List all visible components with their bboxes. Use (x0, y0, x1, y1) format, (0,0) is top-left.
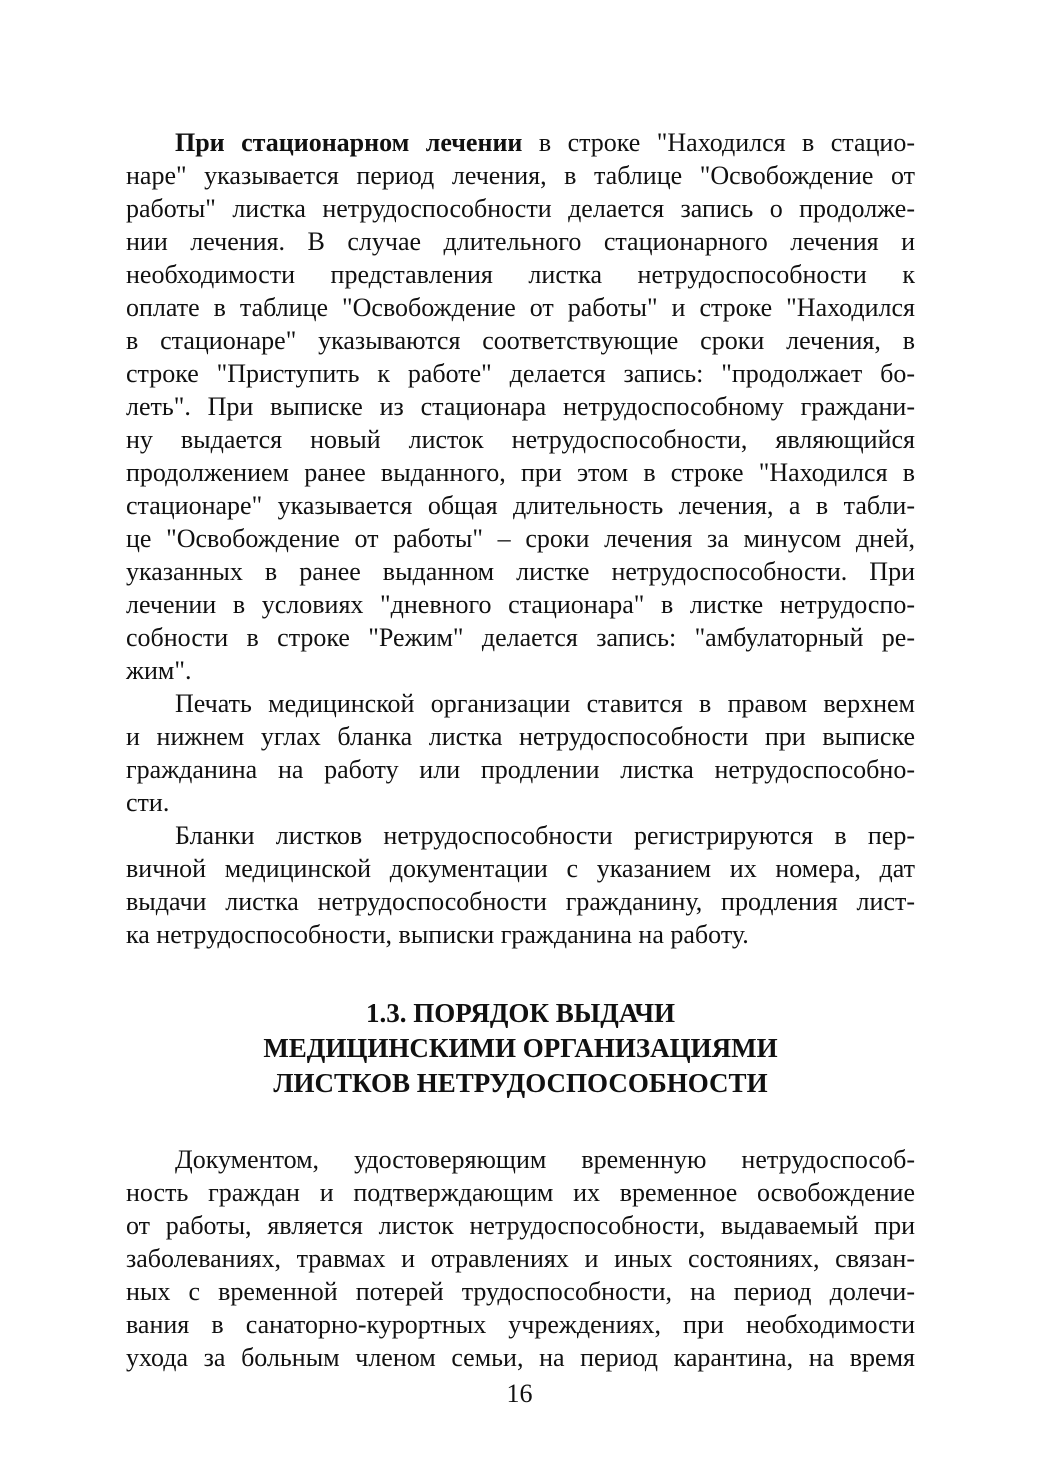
page-number: 16 (506, 1379, 533, 1408)
paragraph-1-line: работы" листка нетрудоспособности делается запись о продолже- (126, 194, 915, 223)
paragraph-4-line: от работы, является листок нетрудоспособности, выдаваемый при (126, 1211, 915, 1240)
section-heading-line: ЛИСТКОВ НЕТРУДОСПОСОБНОСТИ (273, 1068, 768, 1098)
paragraph-1-line: необходимости представления листка нетрудоспособности к (126, 260, 915, 289)
paragraph-4-line: ных с временной потерей трудоспособности, на период долечи- (126, 1277, 915, 1306)
paragraph-2-line: сти. (126, 788, 170, 817)
section-heading-line: 1.3. ПОРЯДОК ВЫДАЧИ (365, 998, 676, 1028)
paragraph-3-line: ка нетрудоспособности, выписки гражданина на работу. (126, 920, 749, 949)
paragraph-1-line: собности в строке "Режим" делается запись: "амбулаторный ре- (126, 623, 915, 652)
paragraph-1-line-1: При стационарном лечении в строке "Находился в стацио- (175, 128, 916, 157)
paragraph-1-line: продолжением ранее выданного, при этом в строке "Находился в (126, 458, 915, 487)
paragraph-1-line: стационаре" указывается общая длительность лечения, а в табли- (126, 491, 915, 520)
section-heading-line: МЕДИЦИНСКИМИ ОРГАНИЗАЦИЯМИ (263, 1033, 778, 1063)
paragraph-1-line: указанных в ранее выданном листке нетрудоспособности. При (126, 557, 915, 586)
paragraph-3-line: вичной медицинской документации с указанием их номера, дат (126, 854, 915, 883)
paragraph-1-line: лечении в условиях "дневного стационара" в листке нетрудоспо- (126, 590, 915, 619)
paragraph-4-line: Документом, удостоверяющим временную нетрудоспособ- (175, 1145, 915, 1174)
paragraph-1-line: ну выдается новый листок нетрудоспособности, являющийся (126, 425, 915, 454)
paragraph-1-line: наре" указывается период лечения, в таблице "Освобождение от (126, 161, 915, 190)
bold-lead-text: При стационарном лечении (175, 128, 523, 157)
paragraph-3-line: Бланки листков нетрудоспособности регистрируются в пер- (175, 821, 915, 850)
paragraph-4-line: вания в санаторно-курортных учреждениях, при необходимости (126, 1310, 915, 1339)
paragraph-4-line: заболеваниях, травмах и отравлениях и иных состояниях, связан- (126, 1244, 915, 1273)
paragraph-1-line: в стационаре" указываются соответствующие сроки лечения, в (126, 326, 915, 355)
paragraph-1-line: жим". (126, 656, 192, 685)
paragraph-2-line: гражданина на работу или продлении листка нетрудоспособно- (126, 755, 915, 784)
paragraph-2-line: и нижнем углах бланка листка нетрудоспособности при выписке (126, 722, 915, 751)
paragraph-4-line: ность граждан и подтверждающим их временное освобождение (126, 1178, 915, 1207)
paragraph-1-line: леть". При выписке из стационара нетрудоспособному граждани- (126, 392, 915, 421)
paragraph-3-line: выдачи листка нетрудоспособности гражданину, продления лист- (126, 887, 915, 916)
paragraph-1-line: це "Освобождение от работы" – сроки лечения за минусом дней, (126, 524, 915, 553)
paragraph-1-line: строке "Приступить к работе" делается запись: "продолжает бо- (126, 359, 915, 388)
paragraph-1-line: нии лечения. В случае длительного стационарного лечения и (126, 227, 915, 256)
paragraph-2-line: Печать медицинской организации ставится в правом верхнем (175, 689, 915, 718)
paragraph-4-line: ухода за больным членом семьи, на период карантина, на время (126, 1343, 915, 1372)
paragraph-1-line: оплате в таблице "Освобождение от работы" и строке "Находился (126, 293, 915, 322)
